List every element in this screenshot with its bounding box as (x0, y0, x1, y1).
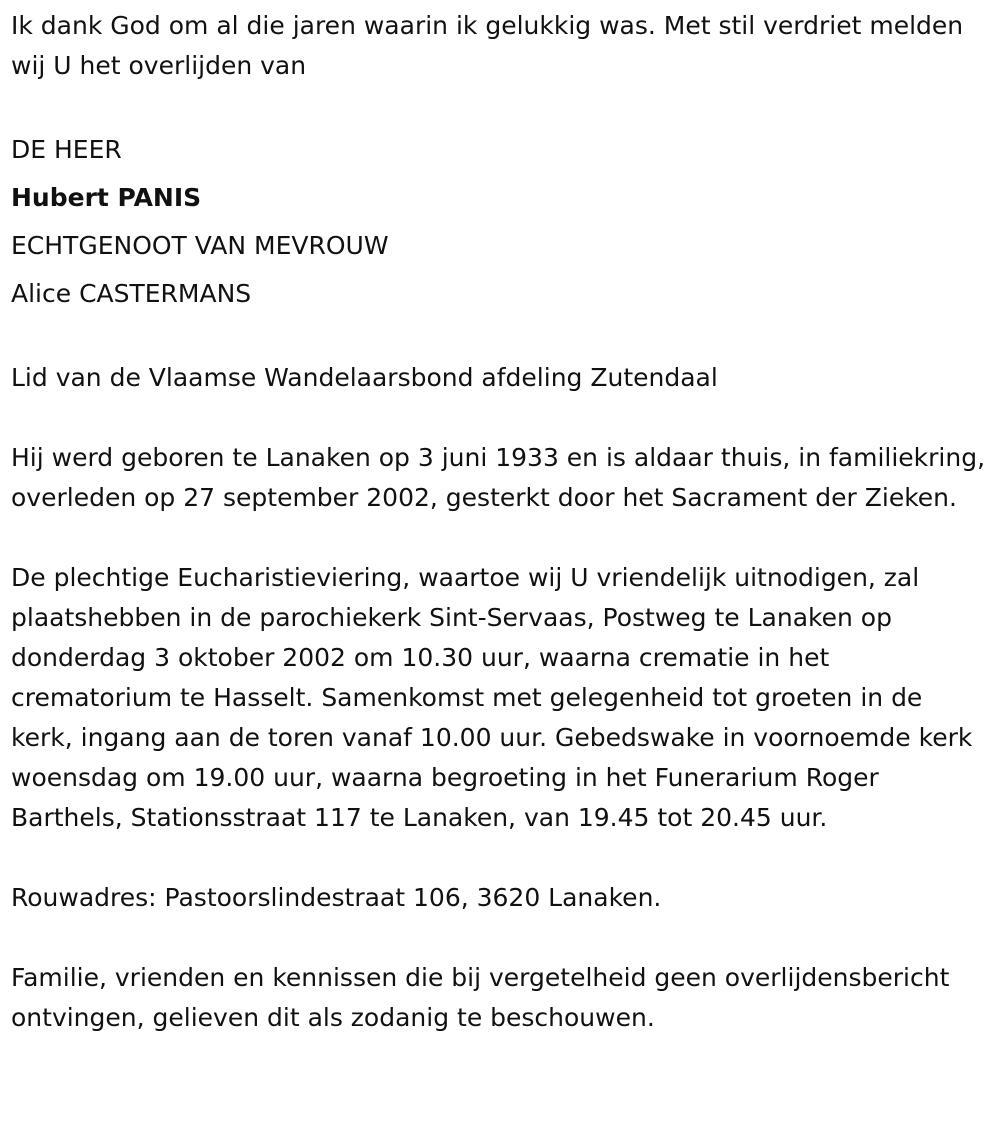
intro-paragraph: Ik dank God om al die jaren waarin ik gelukkig was. Met stil verdriet melden wij U het overlijden van (11, 11, 964, 80)
deceased-title: DE HEER (11, 135, 122, 164)
closing-paragraph: Familie, vrienden en kennissen die bij vergetelheid geen overlijdensbericht ontvingen, gelieven dit als zodanig te beschouwen. (11, 963, 950, 1032)
mourning-address: Rouwadres: Pastoorslindestraat 106, 3620 Lanaken. (11, 883, 662, 912)
ceremony-paragraph: De plechtige Eucharistieviering, waartoe wij U vriendelijk uitnodigen, zal plaatshebben in de parochiekerk Sint-Servaas, Postweg te Lanaken op donderdag 3 oktober 2002 om 10.30 uur, waarna crematie in het crematorium te Hasselt. Samenkomst met gelegenheid tot groeten in de kerk, ingang aan de toren vanaf 10.00 uur. Gebedswake in voornoemde kerk woensdag om 19.00 uur, waarna begroeting in het Funerarium Roger Barthels, Stationsstraat 117 te Lanaken, van 19.45 tot 20.45 uur. (11, 563, 973, 832)
birth-death-paragraph: Hij werd geboren te Lanaken op 3 juni 1933 en is aldaar thuis, in familiekring, overleden op 27 september 2002, gesterkt door het Sacrament der Zieken. (11, 443, 986, 512)
spouse-label: ECHTGENOOT VAN MEVROUW (11, 231, 389, 260)
membership-line: Lid van de Vlaamse Wandelaarsbond afdeling Zutendaal (11, 363, 718, 392)
deceased-name: Hubert PANIS (11, 183, 202, 212)
spouse-name: Alice CASTERMANS (11, 279, 252, 308)
